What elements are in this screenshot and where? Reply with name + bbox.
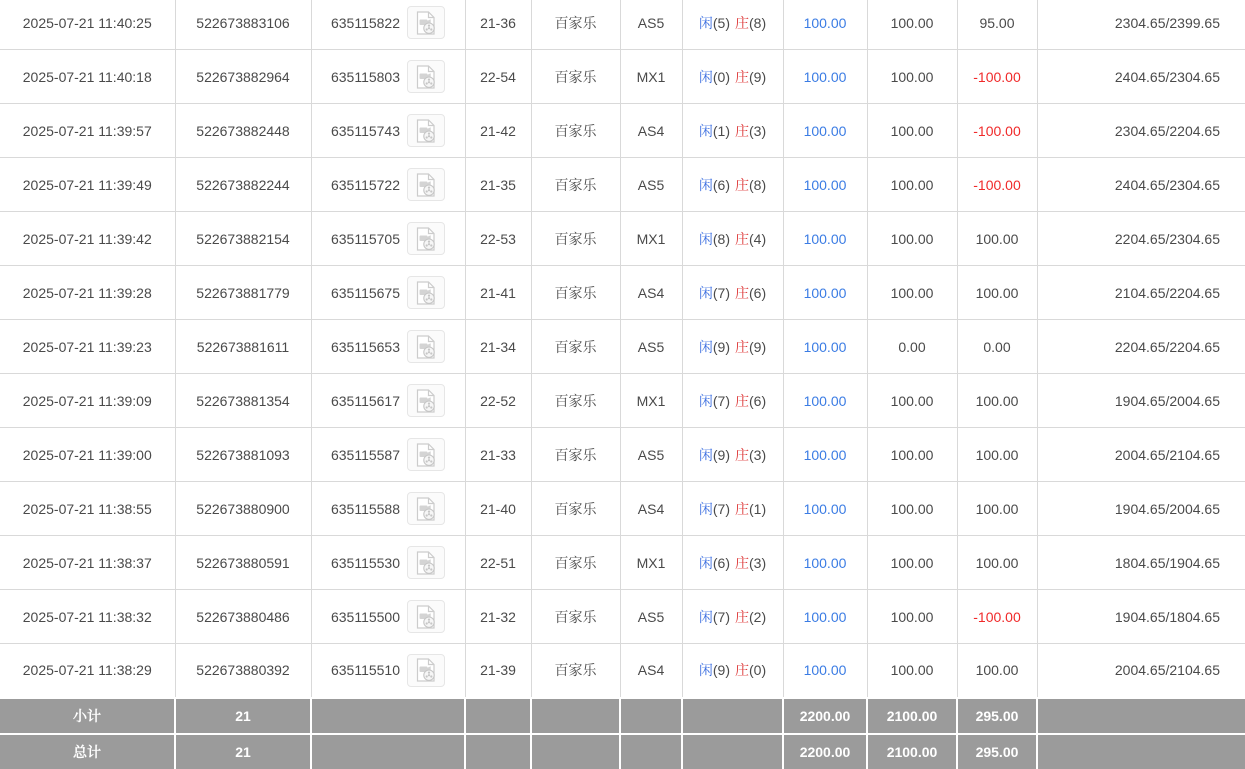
cell-game-type: 百家乐 (531, 374, 620, 428)
cell-bet-amount (783, 158, 867, 212)
bet-amount-link[interactable]: 100.00 (803, 338, 847, 355)
cell-order-id: 522673880591 (175, 536, 311, 590)
player-result-points: (7) (712, 500, 730, 517)
game-id-text: 635115617 (330, 392, 401, 409)
banker-result-label: 庄 (735, 662, 749, 679)
total-count: 21 (175, 734, 311, 769)
banker-result-label: 庄 (735, 230, 749, 247)
cell-game-type: 百家乐 (531, 320, 620, 374)
subtotal-count: 21 (175, 698, 311, 734)
banker-result-label: 庄 (735, 446, 749, 463)
subtotal-bet-total: 2200.00 (783, 698, 867, 734)
cell-balance: 2204.65/2204.65 (1037, 320, 1245, 374)
banker-result-label: 庄 (735, 122, 749, 139)
player-result-label: 闲 (698, 122, 713, 139)
player-result-label: 闲 (698, 230, 713, 247)
cell-bet-amount (783, 266, 867, 320)
cell-game-result (682, 158, 783, 212)
cell-order-id: 522673882964 (175, 50, 311, 104)
cell-win-loss: -100.00 (957, 590, 1037, 644)
cell-game-type: 百家乐 (531, 266, 620, 320)
cell-bet-time: 2025-07-21 11:39:00 (0, 428, 175, 482)
cell-bet-amount (783, 104, 867, 158)
cell-round-number: 22-53 (465, 212, 531, 266)
cell-table-code: AS4 (620, 644, 682, 698)
cell-game-type: 百家乐 (531, 590, 620, 644)
player-result-points: (9) (712, 662, 730, 679)
player-result-label: 闲 (698, 14, 713, 31)
banker-result-points: (9) (749, 68, 767, 85)
cell-bet-amount (783, 590, 867, 644)
cell-bet-amount (783, 212, 867, 266)
banker-result-label: 庄 (735, 68, 749, 85)
game-id-text: 635115743 (330, 122, 401, 139)
cell-order-id: 522673882154 (175, 212, 311, 266)
total-empty-gametype (531, 734, 620, 769)
cell-table-code: AS5 (620, 320, 682, 374)
total-row (0, 734, 1245, 769)
bet-amount-link[interactable]: 100.00 (803, 554, 847, 571)
banker-result-points: (6) (749, 392, 767, 409)
cell-win-loss: 100.00 (957, 212, 1037, 266)
cell-game-id (311, 590, 465, 644)
cell-round-number: 21-36 (465, 0, 531, 50)
cell-table-code: AS5 (620, 0, 682, 50)
subtotal-empty-result (682, 698, 783, 734)
player-result-label: 闲 (698, 446, 713, 463)
cell-bet-amount (783, 644, 867, 698)
cell-valid-amount: 100.00 (867, 266, 957, 320)
video-record-icon[interactable] (407, 168, 445, 201)
cell-win-loss: 100.00 (957, 374, 1037, 428)
cell-round-number: 21-41 (465, 266, 531, 320)
player-result-label: 闲 (698, 68, 713, 85)
cell-bet-time: 2025-07-21 11:39:09 (0, 374, 175, 428)
cell-game-result (682, 0, 783, 50)
cell-win-loss: 95.00 (957, 0, 1037, 50)
video-record-icon[interactable] (407, 222, 445, 255)
cell-balance: 2004.65/2104.65 (1037, 428, 1245, 482)
total-empty-result (682, 734, 783, 769)
total-empty-balance (1037, 734, 1245, 769)
cell-valid-amount: 100.00 (867, 428, 957, 482)
cell-game-type: 百家乐 (531, 212, 620, 266)
subtotal-empty-gameid (311, 698, 465, 734)
cell-game-id (311, 266, 465, 320)
cell-valid-amount: 100.00 (867, 212, 957, 266)
subtotal-empty-gametype (531, 698, 620, 734)
video-record-icon[interactable] (407, 384, 445, 417)
cell-valid-amount: 100.00 (867, 644, 957, 698)
cell-balance: 2304.65/2399.65 (1037, 0, 1245, 50)
video-record-icon[interactable] (407, 6, 445, 39)
subtotal-valid-total: 2100.00 (867, 698, 957, 734)
cell-order-id: 522673881354 (175, 374, 311, 428)
cell-table-code: AS4 (620, 266, 682, 320)
cell-win-loss: 100.00 (957, 536, 1037, 590)
banker-result-label: 庄 (735, 338, 749, 355)
cell-game-result (682, 482, 783, 536)
banker-result-points: (8) (749, 14, 767, 31)
cell-bet-amount (783, 0, 867, 50)
game-id-text: 635115500 (330, 608, 401, 625)
game-id-text: 635115587 (330, 446, 401, 463)
banker-result-points: (3) (749, 122, 767, 139)
cell-round-number: 21-32 (465, 590, 531, 644)
cell-game-result (682, 374, 783, 428)
player-result-label: 闲 (698, 338, 713, 355)
subtotal-empty-balance (1037, 698, 1245, 734)
cell-valid-amount: 100.00 (867, 536, 957, 590)
cell-bet-time: 2025-07-21 11:38:29 (0, 644, 175, 698)
cell-game-id (311, 104, 465, 158)
cell-game-result (682, 266, 783, 320)
player-result-label: 闲 (698, 284, 713, 301)
game-id-text: 635115653 (330, 338, 401, 355)
cell-table-code: AS5 (620, 428, 682, 482)
banker-result-label: 庄 (735, 14, 749, 31)
cell-game-id (311, 50, 465, 104)
cell-game-id (311, 158, 465, 212)
cell-game-id (311, 482, 465, 536)
banker-result-points: (3) (749, 446, 767, 463)
bet-amount-link[interactable]: 100.00 (803, 500, 847, 517)
cell-bet-time: 2025-07-21 11:39:49 (0, 158, 175, 212)
video-record-icon[interactable] (407, 546, 445, 579)
cell-round-number: 21-34 (465, 320, 531, 374)
banker-result-points: (2) (749, 608, 767, 625)
player-result-points: (7) (712, 392, 730, 409)
banker-result-points: (6) (749, 284, 767, 301)
cell-balance: 1804.65/1904.65 (1037, 536, 1245, 590)
banker-result-points: (4) (749, 230, 767, 247)
total-empty-gameid (311, 734, 465, 769)
cell-balance: 2204.65/2304.65 (1037, 212, 1245, 266)
table-row (0, 482, 1245, 536)
cell-bet-time: 2025-07-21 11:38:55 (0, 482, 175, 536)
cell-balance: 1904.65/2004.65 (1037, 482, 1245, 536)
total-winloss-total: 295.00 (957, 734, 1037, 769)
cell-bet-time: 2025-07-21 11:38:37 (0, 536, 175, 590)
banker-result-label: 庄 (735, 176, 749, 193)
cell-round-number: 21-35 (465, 158, 531, 212)
player-result-points: (1) (712, 122, 730, 139)
cell-win-loss: 100.00 (957, 428, 1037, 482)
cell-bet-amount (783, 482, 867, 536)
cell-game-id (311, 374, 465, 428)
player-result-points: (7) (712, 284, 730, 301)
player-result-label: 闲 (698, 176, 713, 193)
banker-result-points: (3) (749, 554, 767, 571)
cell-table-code: MX1 (620, 374, 682, 428)
cell-bet-amount (783, 320, 867, 374)
cell-bet-time: 2025-07-21 11:38:32 (0, 590, 175, 644)
table-row (0, 428, 1245, 482)
table-row (0, 0, 1245, 50)
cell-bet-amount (783, 536, 867, 590)
video-record-icon[interactable] (407, 60, 445, 93)
video-record-icon[interactable] (407, 600, 445, 633)
cell-order-id: 522673881093 (175, 428, 311, 482)
cell-order-id: 522673881611 (175, 320, 311, 374)
bet-amount-link[interactable]: 100.00 (803, 122, 847, 139)
cell-table-code: AS4 (620, 482, 682, 536)
player-result-label: 闲 (698, 500, 713, 517)
cell-game-type: 百家乐 (531, 482, 620, 536)
cell-table-code: MX1 (620, 212, 682, 266)
table-row (0, 590, 1245, 644)
table-row (0, 320, 1245, 374)
cell-game-result (682, 320, 783, 374)
player-result-points: (7) (712, 608, 730, 625)
total-empty-round (465, 734, 531, 769)
cell-bet-time: 2025-07-21 11:39:42 (0, 212, 175, 266)
bet-amount-link[interactable]: 100.00 (803, 14, 847, 31)
cell-win-loss: 100.00 (957, 482, 1037, 536)
banker-result-points: (1) (749, 500, 767, 517)
bet-amount-link[interactable]: 100.00 (803, 662, 847, 679)
cell-game-result (682, 104, 783, 158)
total-empty-table (620, 734, 682, 769)
cell-balance: 2004.65/2104.65 (1037, 644, 1245, 698)
cell-table-code: AS5 (620, 590, 682, 644)
cell-round-number: 21-39 (465, 644, 531, 698)
table-row (0, 104, 1245, 158)
cell-bet-time: 2025-07-21 11:40:18 (0, 50, 175, 104)
cell-game-type: 百家乐 (531, 536, 620, 590)
bet-amount-link[interactable]: 100.00 (803, 176, 847, 193)
bet-amount-link[interactable]: 100.00 (803, 284, 847, 301)
game-id-text: 635115530 (330, 554, 401, 571)
cell-round-number: 21-42 (465, 104, 531, 158)
cell-valid-amount: 100.00 (867, 590, 957, 644)
cell-valid-amount: 0.00 (867, 320, 957, 374)
banker-result-points: (9) (749, 338, 767, 355)
player-result-points: (0) (712, 68, 730, 85)
player-result-points: (5) (712, 14, 730, 31)
subtotal-row (0, 698, 1245, 734)
cell-order-id: 522673880486 (175, 590, 311, 644)
video-record-icon[interactable] (407, 114, 445, 147)
cell-game-type: 百家乐 (531, 104, 620, 158)
cell-valid-amount: 100.00 (867, 374, 957, 428)
cell-round-number: 22-54 (465, 50, 531, 104)
player-result-label: 闲 (698, 662, 713, 679)
cell-order-id: 522673881779 (175, 266, 311, 320)
cell-valid-amount: 100.00 (867, 0, 957, 50)
video-record-icon[interactable] (407, 438, 445, 471)
records-footer (0, 698, 1245, 769)
cell-order-id: 522673880900 (175, 482, 311, 536)
cell-balance: 2104.65/2204.65 (1037, 266, 1245, 320)
cell-game-result (682, 536, 783, 590)
bet-amount-link[interactable]: 100.00 (803, 446, 847, 463)
cell-win-loss: -100.00 (957, 104, 1037, 158)
bet-amount-link[interactable]: 100.00 (803, 392, 847, 409)
game-id-text: 635115588 (330, 500, 401, 517)
cell-round-number: 22-51 (465, 536, 531, 590)
cell-game-id (311, 320, 465, 374)
cell-balance: 2304.65/2204.65 (1037, 104, 1245, 158)
player-result-points: (6) (712, 176, 730, 193)
cell-game-type: 百家乐 (531, 0, 620, 50)
cell-table-code: MX1 (620, 50, 682, 104)
cell-order-id: 522673882448 (175, 104, 311, 158)
cell-game-type: 百家乐 (531, 428, 620, 482)
video-record-icon[interactable] (407, 492, 445, 525)
game-id-text: 635115722 (330, 176, 401, 193)
game-id-text: 635115803 (330, 68, 401, 85)
video-record-icon[interactable] (407, 276, 445, 309)
cell-bet-amount (783, 50, 867, 104)
cell-win-loss: -100.00 (957, 50, 1037, 104)
video-record-icon[interactable] (407, 654, 445, 687)
banker-result-label: 庄 (735, 284, 749, 301)
cell-balance: 2404.65/2304.65 (1037, 50, 1245, 104)
cell-round-number: 21-33 (465, 428, 531, 482)
total-valid-total: 2100.00 (867, 734, 957, 769)
cell-valid-amount: 100.00 (867, 50, 957, 104)
table-row (0, 50, 1245, 104)
subtotal-empty-table (620, 698, 682, 734)
cell-order-id: 522673882244 (175, 158, 311, 212)
cell-game-type: 百家乐 (531, 644, 620, 698)
player-result-points: (6) (712, 554, 730, 571)
cell-valid-amount: 100.00 (867, 158, 957, 212)
table-row (0, 374, 1245, 428)
banker-result-label: 庄 (735, 554, 749, 571)
player-result-label: 闲 (698, 554, 713, 571)
cell-win-loss: 0.00 (957, 320, 1037, 374)
cell-round-number: 22-52 (465, 374, 531, 428)
cell-game-id (311, 428, 465, 482)
video-record-icon[interactable] (407, 330, 445, 363)
bet-amount-link[interactable]: 100.00 (803, 608, 847, 625)
total-label: 总计 (0, 734, 175, 769)
cell-win-loss: 100.00 (957, 644, 1037, 698)
cell-game-result (682, 644, 783, 698)
game-id-text: 635115510 (330, 662, 401, 679)
cell-game-id (311, 644, 465, 698)
cell-balance: 2404.65/2304.65 (1037, 158, 1245, 212)
cell-game-id (311, 212, 465, 266)
banker-result-label: 庄 (735, 608, 749, 625)
cell-game-type: 百家乐 (531, 158, 620, 212)
bet-amount-link[interactable]: 100.00 (803, 230, 847, 247)
cell-bet-amount (783, 428, 867, 482)
total-bet-total: 2200.00 (783, 734, 867, 769)
cell-balance: 1904.65/1804.65 (1037, 590, 1245, 644)
banker-result-label: 庄 (735, 500, 749, 517)
game-id-text: 635115705 (330, 230, 401, 247)
table-row (0, 212, 1245, 266)
cell-table-code: AS4 (620, 104, 682, 158)
cell-game-result (682, 590, 783, 644)
banker-result-label: 庄 (735, 392, 749, 409)
cell-order-id: 522673880392 (175, 644, 311, 698)
cell-valid-amount: 100.00 (867, 482, 957, 536)
cell-bet-time: 2025-07-21 11:39:28 (0, 266, 175, 320)
banker-result-points: (0) (749, 662, 767, 679)
subtotal-winloss-total: 295.00 (957, 698, 1037, 734)
subtotal-empty-round (465, 698, 531, 734)
cell-bet-time: 2025-07-21 11:40:25 (0, 0, 175, 50)
game-id-text: 635115675 (330, 284, 401, 301)
player-result-label: 闲 (698, 392, 713, 409)
cell-game-result (682, 212, 783, 266)
cell-bet-amount (783, 374, 867, 428)
cell-balance: 1904.65/2004.65 (1037, 374, 1245, 428)
cell-game-type: 百家乐 (531, 50, 620, 104)
cell-bet-time: 2025-07-21 11:39:57 (0, 104, 175, 158)
cell-valid-amount: 100.00 (867, 104, 957, 158)
table-row (0, 266, 1245, 320)
game-id-text: 635115822 (330, 14, 401, 31)
cell-game-result (682, 428, 783, 482)
table-row (0, 644, 1245, 698)
cell-table-code: AS5 (620, 158, 682, 212)
cell-round-number: 21-40 (465, 482, 531, 536)
cell-game-id (311, 0, 465, 50)
cell-win-loss: -100.00 (957, 158, 1037, 212)
table-row (0, 536, 1245, 590)
table-row (0, 158, 1245, 212)
player-result-label: 闲 (698, 608, 713, 625)
cell-order-id: 522673883106 (175, 0, 311, 50)
banker-result-points: (8) (749, 176, 767, 193)
cell-bet-time: 2025-07-21 11:39:23 (0, 320, 175, 374)
player-result-points: (8) (712, 230, 730, 247)
cell-game-id (311, 536, 465, 590)
player-result-points: (9) (712, 446, 730, 463)
subtotal-label: 小计 (0, 698, 175, 734)
cell-game-result (682, 50, 783, 104)
bet-amount-link[interactable]: 100.00 (803, 68, 847, 85)
cell-win-loss: 100.00 (957, 266, 1037, 320)
cell-table-code: MX1 (620, 536, 682, 590)
player-result-points: (9) (712, 338, 730, 355)
